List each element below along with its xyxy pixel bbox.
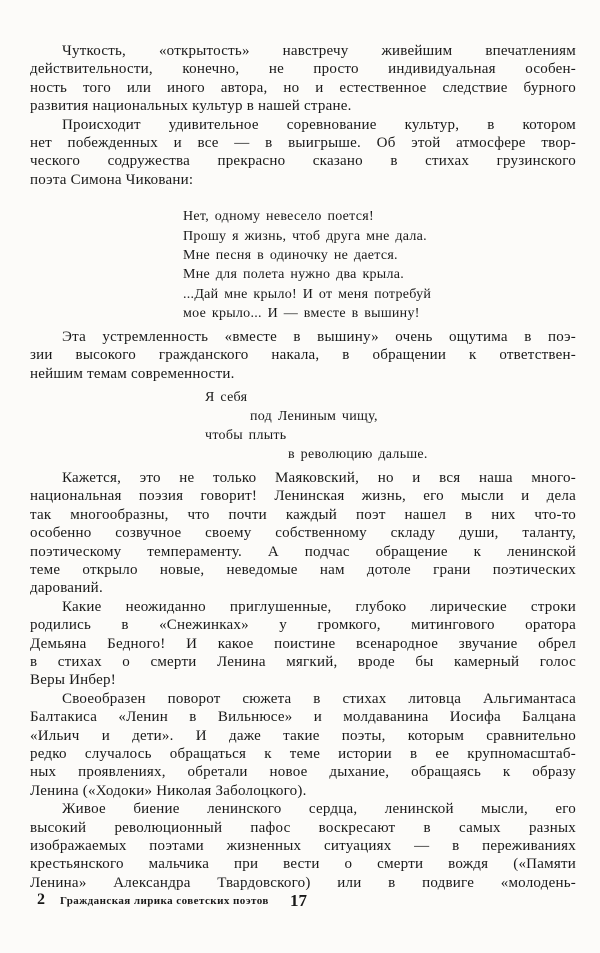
text-body: [30, 42, 576, 892]
text-line: Живое биение ленинского сердца, ленинской мысли, его: [62, 801, 576, 818]
text-line: родились в «Снежинках» у громкого, митингового оратора: [30, 617, 576, 634]
text-line: редко случалось обращаться к теме истории в ее крупномасштаб-: [30, 746, 576, 762]
text-line: поэтическому темпераменту. А подчас обращение к ленинской: [30, 543, 576, 560]
verse-line: Мне для полета нужно два крыла.: [183, 267, 405, 283]
text-line: Кажется, это не только Маяковский, но и вся наша много-: [62, 469, 576, 486]
verse-line: Я себя: [205, 389, 248, 405]
text-line: Чуткость, «открытость» навстречу живейшим впечатлениям: [62, 43, 576, 59]
verse-line: Прошу я жизнь, чтоб друга мне дала.: [183, 228, 427, 244]
page-footer: [0, 891, 600, 917]
text-line: нет побежденных и все — в выигрыше. Об этой атмосфере твор-: [30, 135, 576, 152]
text-line: так многообразны, что почти каждый поэт нашел в них что-то: [30, 506, 576, 523]
signature-number: 2: [37, 891, 45, 908]
text-line: крестьянского мальчика при вести о смерти вождя («Памяти: [30, 856, 576, 873]
text-line: изображаемых поэтами жизненных ситуациях — в переживаниях: [30, 838, 576, 855]
text-line: особенно созвучное своему собственному складу души, таланту,: [30, 525, 576, 542]
verse-line: в революцию дальше.: [288, 446, 428, 462]
text-line: ных проявлениях, обретали новое дыхание, обращаясь к образу: [30, 764, 576, 781]
paragraph-3: [30, 328, 576, 383]
verse-line: Нет, одному невесело поется!: [183, 209, 374, 225]
verse-mayakovsky: [205, 388, 576, 464]
verse-line: мое крыло... И — вместе в вышину!: [183, 306, 420, 322]
text-line: Веры Инбер!: [30, 672, 116, 689]
verse-line: чтобы плыть: [205, 427, 287, 443]
verse-chikovani: [183, 207, 576, 323]
text-line: поэта Симона Чиковани:: [30, 171, 194, 188]
page-number: 17: [290, 891, 307, 910]
verse-line: под Лениным чищу,: [250, 408, 378, 424]
text-line: Какие неожиданно приглушенные, глубоко лирические строки: [62, 598, 576, 615]
paragraph-2: [30, 116, 576, 190]
text-line: ность того или иного автора, но и естественное следствие бурного: [30, 79, 576, 96]
text-line: высокий революционный пафос воскресают в самых разных: [30, 819, 576, 836]
paragraph-4: [30, 469, 576, 598]
text-line: Балтакиса «Ленин в Вильнюсе» и молдаванина Иосифа Балцана: [30, 709, 576, 726]
verse-line: ...Дай мне крыло! И от меня потребуй: [183, 286, 432, 302]
running-title: Гражданская лирика советских поэтов: [60, 895, 269, 907]
paragraph-1: [30, 42, 576, 116]
text-line: «Ильич и дети». И даже такие поэты, которым сравнительно: [30, 727, 576, 744]
text-line: Своеобразен поворот сюжета в стихах литовца Альгимантаса: [62, 690, 576, 707]
text-line: ческого содружества прекрасно сказано в стихах грузинского: [30, 153, 576, 170]
text-line: нейшим темам современности.: [30, 365, 235, 382]
paragraph-6: [30, 690, 576, 800]
verse-line: Мне песня в одиночку не дается.: [183, 248, 398, 264]
text-line: Ленина» Александра Твардовского) или в подвиге «молодень-: [30, 874, 576, 891]
text-line: дарований.: [30, 580, 103, 597]
text-line: развития национальных культур в нашей стране.: [30, 98, 352, 115]
text-line: Эта устремленность «вместе в вышину» очень ощутима в поэ-: [62, 328, 576, 345]
text-line: Происходит удивительное соревнование культур, в котором: [62, 116, 576, 133]
text-line: действительности, конечно, не просто индивидуальная особен-: [30, 61, 576, 78]
text-line: в стихах о смерти Ленина мягкий, вроде бы камерный голос: [30, 653, 576, 670]
text-line: Ленина («Ходоки» Николая Заболоцкого).: [30, 782, 307, 799]
text-line: зии высокого гражданского накала, в обращении к ответствен-: [30, 347, 576, 364]
paragraph-5: [30, 598, 576, 690]
text-line: Демьяна Бедного! И какое поистине всенародное звучание обрел: [30, 635, 576, 652]
paragraph-7: [30, 800, 576, 892]
text-line: теме открыло новые, неведомые нам дотоле грани поэтических: [30, 561, 576, 578]
text-line: национальная поэзия говорит! Ленинская жизнь, его мысли и дела: [30, 488, 576, 505]
